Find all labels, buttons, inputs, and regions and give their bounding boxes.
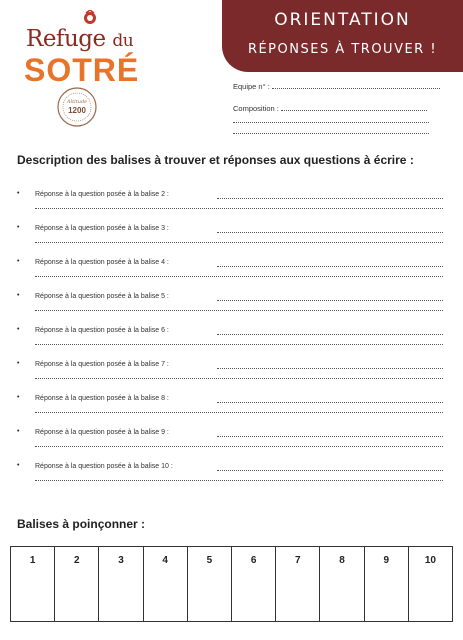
composition-dotted-line-3[interactable] [233, 133, 429, 134]
question-label: Réponse à la question posée à la balise 6 : [35, 327, 169, 334]
answer-line[interactable] [217, 198, 443, 199]
answer-line[interactable] [35, 208, 443, 209]
list-item [17, 288, 447, 322]
punch-cell-3[interactable]: 3 [99, 547, 143, 621]
question-label: Réponse à la question posée à la balise 9 : [35, 429, 169, 436]
logo-du-word: du [112, 31, 134, 51]
answer-line[interactable] [35, 242, 443, 243]
answer-line[interactable] [217, 436, 443, 437]
bullet: • [17, 292, 20, 299]
answer-line[interactable] [35, 446, 443, 447]
answer-line[interactable] [35, 480, 443, 481]
answer-line[interactable] [217, 334, 443, 335]
list-item [17, 458, 447, 492]
answer-line[interactable] [217, 402, 443, 403]
question-label: Réponse à la question posée à la balise 7 : [35, 361, 169, 368]
answer-line[interactable] [35, 276, 443, 277]
banner-title: ORIENTATION [274, 10, 411, 30]
punch-cell-9[interactable]: 9 [365, 547, 409, 621]
logo-refuge-word: Refuge [26, 26, 106, 52]
question-label: Réponse à la question posée à la balise 4 : [35, 259, 169, 266]
question-label: Réponse à la question posée à la balise 5 : [35, 293, 169, 300]
composition-field[interactable] [233, 104, 427, 113]
answer-line[interactable] [35, 378, 443, 379]
punch-cell-10[interactable]: 10 [424, 555, 436, 566]
question-label: Réponse à la question posée à la balise 2 : [35, 191, 169, 198]
refuge-logo [20, 8, 140, 128]
logo-refuge-text [26, 26, 133, 52]
list-item [17, 186, 447, 220]
question-list [17, 186, 447, 492]
seal-year: 1200 [68, 106, 86, 115]
list-item [17, 254, 447, 288]
bullet: • [17, 190, 20, 197]
composition-label: Composition : [233, 104, 279, 113]
punch-table [10, 546, 453, 622]
header-banner [222, 0, 463, 72]
question-label: Réponse à la question posée à la balise 8 : [35, 395, 169, 402]
punch-cell-4[interactable]: 4 [144, 547, 188, 621]
answer-line[interactable] [217, 300, 443, 301]
punch-title: Balises à poinçonner : [17, 517, 146, 531]
equipe-dotted-line[interactable] [272, 83, 440, 89]
list-item [17, 390, 447, 424]
list-item [17, 220, 447, 254]
equipe-label: Equipe n° : [233, 82, 270, 91]
punch-cell-2[interactable]: 2 [55, 547, 99, 621]
logo-sotre-text: SOTRÉ [24, 52, 140, 88]
answer-line[interactable] [217, 232, 443, 233]
seal-altitude-label: Altitude [66, 99, 88, 105]
list-item [17, 322, 447, 356]
answer-line[interactable] [35, 412, 443, 413]
bullet: • [17, 258, 20, 265]
punch-cell-8[interactable]: 8 [320, 547, 364, 621]
bullet: • [17, 428, 20, 435]
equipe-field[interactable] [233, 82, 440, 91]
bullet: • [17, 360, 20, 367]
section-heading: Description des balises à trouver et réponses aux questions à écrire : [17, 153, 414, 167]
list-item [17, 356, 447, 390]
composition-dotted-line-2[interactable] [233, 122, 429, 123]
punch-cell-1[interactable]: 1 [11, 547, 55, 621]
answer-line[interactable] [35, 344, 443, 345]
answer-line[interactable] [35, 310, 443, 311]
bullet: • [17, 394, 20, 401]
composition-dotted-line[interactable] [281, 105, 427, 111]
question-label: Réponse à la question posée à la balise 10 : [35, 463, 173, 470]
bullet: • [17, 462, 20, 469]
answer-line[interactable] [217, 368, 443, 369]
bullet: • [17, 326, 20, 333]
list-item [17, 424, 447, 458]
bullet: • [17, 224, 20, 231]
punch-cell-7[interactable]: 7 [276, 547, 320, 621]
question-label: Réponse à la question posée à la balise 3 : [35, 225, 169, 232]
answer-line[interactable] [217, 266, 443, 267]
banner-subtitle: RÉPONSES À TROUVER ! [247, 42, 438, 57]
punch-cell-5[interactable]: 5 [188, 547, 232, 621]
answer-line[interactable] [217, 470, 443, 471]
punch-cell-6[interactable]: 6 [232, 547, 276, 621]
altitude-seal-icon [56, 86, 98, 128]
